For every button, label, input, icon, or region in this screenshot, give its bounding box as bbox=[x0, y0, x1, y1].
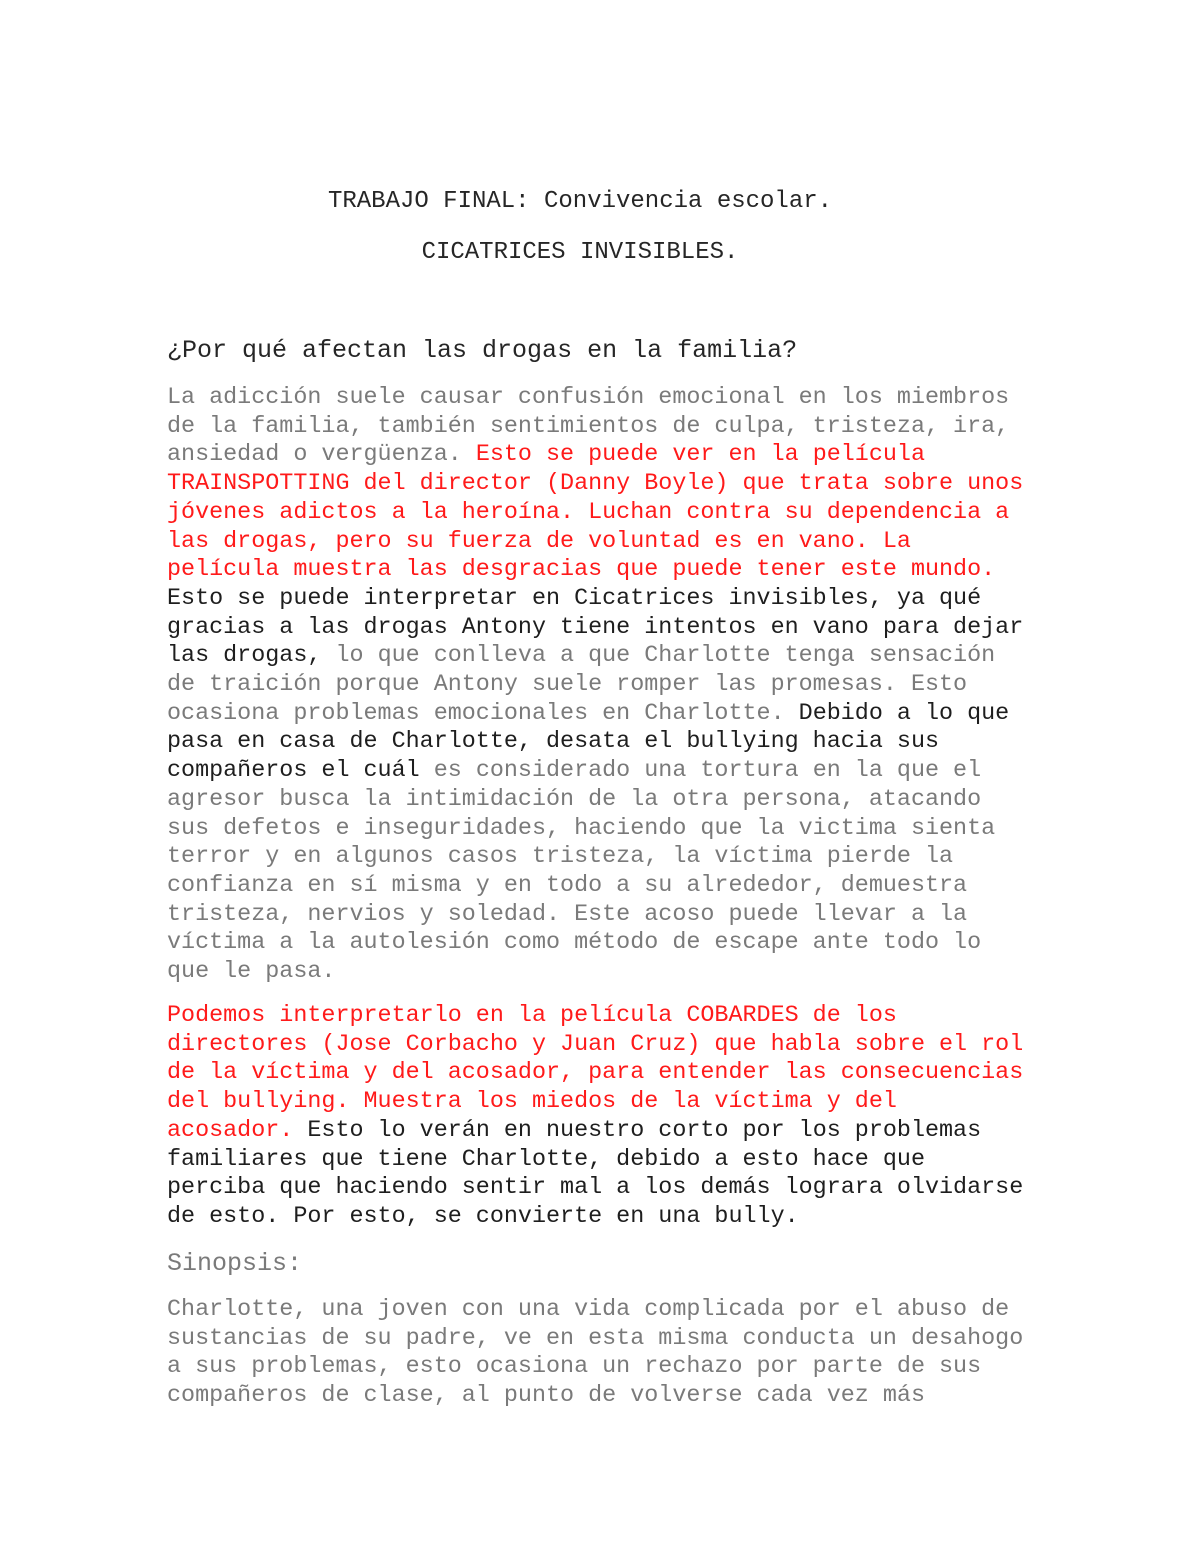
text-segment: compañeros el cuál bbox=[167, 758, 434, 785]
text-line bbox=[167, 413, 1047, 442]
text-segment: La adicción suele causar confusión emocional en los miembros bbox=[167, 385, 1010, 411]
text-segment: lo que conlleva a que Charlotte tenga sensación bbox=[335, 643, 996, 670]
text-line bbox=[167, 728, 1047, 757]
text-line bbox=[167, 901, 1047, 930]
document-subtitle: CICATRICES INVISIBLES. bbox=[421, 239, 739, 266]
text-line bbox=[167, 1002, 1047, 1031]
text-segment: perciba que haciendo sentir mal a los demás lograra olvidarse bbox=[167, 1175, 1024, 1202]
sinopsis-heading: Sinopsis: bbox=[167, 1249, 303, 1278]
text-segment: Charlotte, una joven con una vida complicada por el abuso de bbox=[167, 1297, 1010, 1323]
text-segment: las drogas, pero su fuerza de voluntad es en vano. La bbox=[167, 528, 911, 555]
text-line bbox=[167, 1059, 1047, 1088]
text-segment: agresor busca la intimidación de la otra persona, atacando bbox=[167, 786, 982, 813]
text-segment: directores (Jose Corbacho y Juan Cruz) que habla sobre el rol bbox=[167, 1031, 1024, 1058]
text-segment: sus defetos e inseguridades, haciendo que la victima sienta bbox=[167, 815, 996, 842]
text-segment: compañeros de clase, al punto de volverse cada vez más bbox=[167, 1383, 925, 1410]
text-line bbox=[167, 843, 1047, 872]
text-line bbox=[167, 958, 1047, 987]
text-line bbox=[167, 757, 1047, 786]
text-line bbox=[167, 499, 1047, 528]
text-segment: Esto se puede interpretar en Cicatrices invisibles, ya qué bbox=[167, 585, 982, 612]
text-line bbox=[167, 1203, 1047, 1232]
text-line bbox=[167, 528, 1047, 557]
text-line bbox=[167, 1117, 1047, 1146]
text-segment: que le pasa. bbox=[167, 959, 336, 986]
text-line bbox=[167, 1296, 1047, 1325]
text-line bbox=[167, 1325, 1047, 1354]
text-line bbox=[167, 815, 1047, 844]
text-segment: del bullying. Muestra los miedos de la víctima y del bbox=[167, 1089, 897, 1116]
paragraph-drugs-family bbox=[167, 384, 1047, 987]
text-segment: Esto se puede ver en la película bbox=[475, 442, 925, 469]
text-line bbox=[167, 872, 1047, 901]
text-segment: víctima a la autolesión como método de escape ante todo lo bbox=[167, 930, 982, 957]
text-line bbox=[167, 384, 1047, 413]
text-line bbox=[167, 1146, 1047, 1175]
text-segment: de traición porque Antony suele romper las promesas. Esto bbox=[167, 672, 968, 699]
text-segment: las drogas, bbox=[167, 643, 336, 670]
text-segment: gracias a las drogas Antony tiene intentos en vano para dejar bbox=[167, 614, 1024, 641]
text-segment: ansiedad o vergüenza. bbox=[167, 442, 476, 469]
text-segment: familiares que tiene Charlotte, debido a esto hace que bbox=[167, 1146, 925, 1173]
text-segment: pasa en casa de Charlotte, desata el bullying hacia sus bbox=[167, 729, 940, 756]
text-segment: de esto. Por esto, se convierte en una bully. bbox=[167, 1203, 799, 1230]
text-segment: tristeza, nervios y soledad. Este acoso puede llevar a la bbox=[167, 901, 968, 928]
text-line bbox=[167, 700, 1047, 729]
text-line bbox=[167, 1174, 1047, 1203]
text-segment: TRAINSPOTTING del director (Danny Boyle) que trata sobre unos bbox=[167, 471, 1024, 498]
text-line bbox=[167, 1088, 1047, 1117]
text-segment: Esto lo verán en nuestro corto por los problemas bbox=[307, 1117, 982, 1144]
text-segment: ocasiona problemas emocionales en Charlotte. bbox=[167, 700, 799, 727]
paragraph-sinopsis bbox=[167, 1296, 1047, 1411]
question-heading: ¿Por qué afectan las drogas en la familia? bbox=[167, 336, 798, 365]
text-segment: Podemos interpretarlo en la película COBARDES de los bbox=[167, 1003, 897, 1029]
text-segment: terror y en algunos casos tristeza, la víctima pierde la bbox=[167, 844, 954, 871]
text-segment: sustancias de su padre, ve en esta misma conducta un desahogo bbox=[167, 1325, 1024, 1352]
text-line bbox=[167, 1382, 1047, 1411]
text-line bbox=[167, 671, 1047, 700]
text-line bbox=[167, 1353, 1047, 1382]
text-line bbox=[167, 556, 1047, 585]
text-segment: confianza en sí misma y en todo a su alrededor, demuestra bbox=[167, 872, 968, 899]
text-line bbox=[167, 642, 1047, 671]
text-line bbox=[167, 585, 1047, 614]
document-title: TRABAJO FINAL: Convivencia escolar. bbox=[327, 188, 833, 215]
text-segment: es considerado una tortura en la que el bbox=[433, 758, 982, 785]
text-line bbox=[167, 614, 1047, 643]
paragraph-cobardes bbox=[167, 1002, 1047, 1232]
text-segment: de la familia, también sentimientos de culpa, tristeza, ira, bbox=[167, 413, 1010, 440]
text-segment: acosador. bbox=[167, 1117, 308, 1144]
text-segment: película muestra las desgracias que puede tener este mundo. bbox=[167, 557, 996, 584]
text-segment: Debido a lo que bbox=[798, 700, 1010, 727]
text-segment: a sus problemas, esto ocasiona un rechazo por parte de sus bbox=[167, 1354, 982, 1381]
text-line bbox=[167, 786, 1047, 815]
text-line bbox=[167, 441, 1047, 470]
text-segment: de la víctima y del acosador, para entender las consecuencias bbox=[167, 1060, 1024, 1087]
text-line bbox=[167, 470, 1047, 499]
text-line bbox=[167, 929, 1047, 958]
text-segment: jóvenes adictos a la heroína. Luchan contra su dependencia a bbox=[167, 499, 1010, 526]
text-line bbox=[167, 1031, 1047, 1060]
